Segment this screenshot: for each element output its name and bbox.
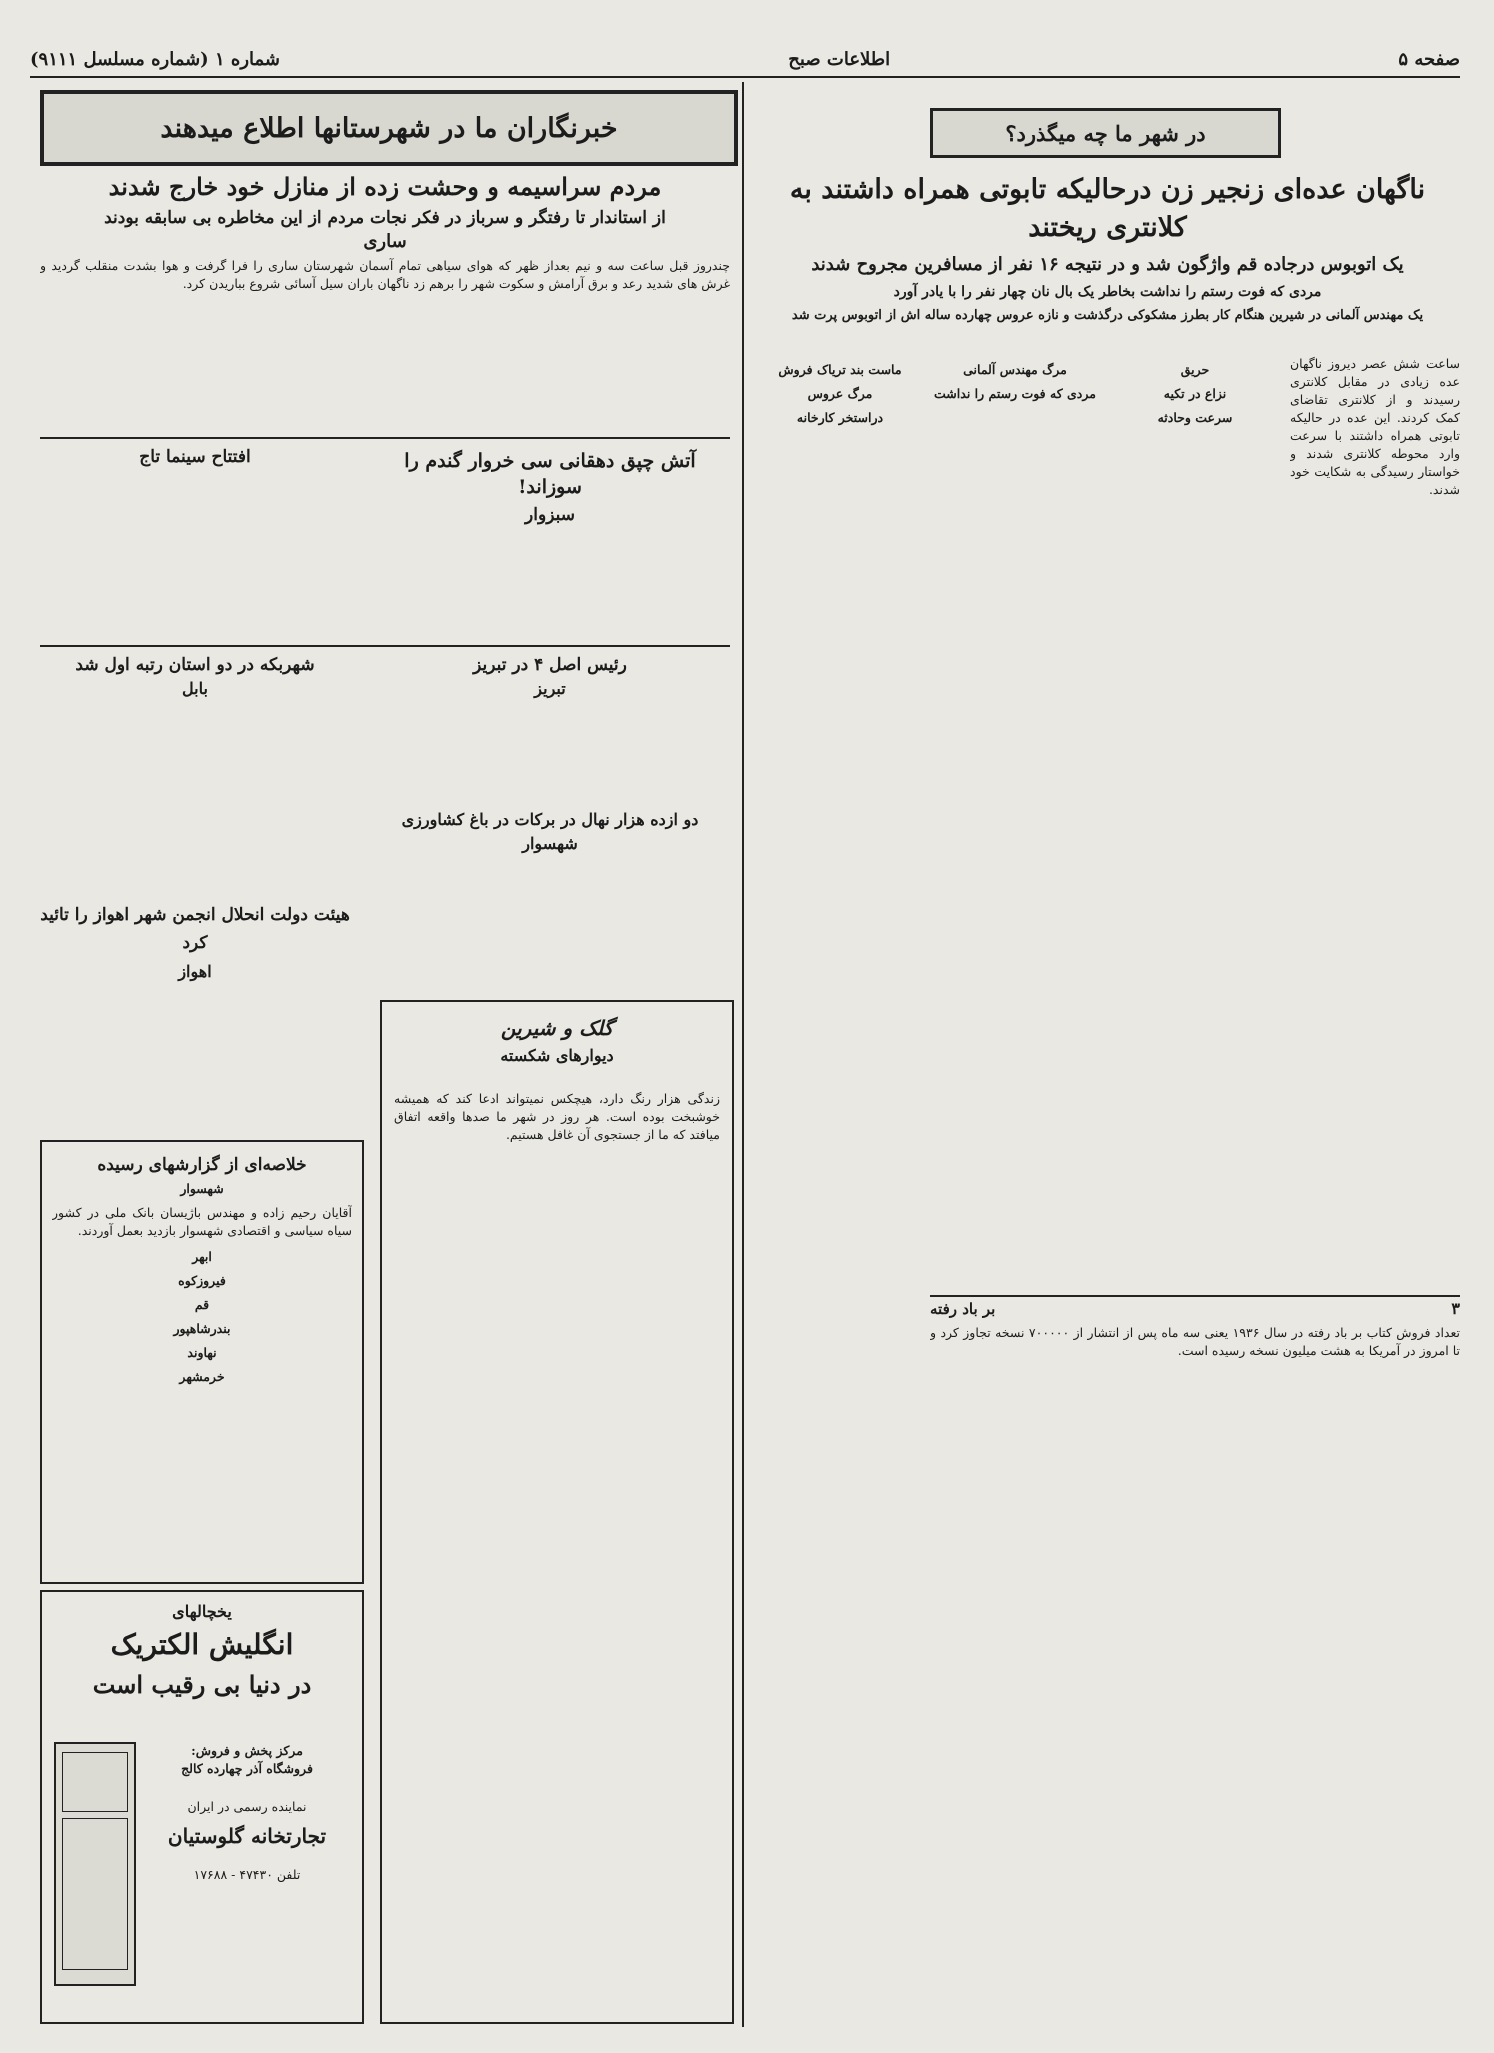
lead-headline: ناگهان عده‌ای زنجیر زن درحالیکه تابوتی همراه داشتند به کلانتری ریختند	[789, 174, 1426, 243]
summary-place-6: نهاوند	[187, 1345, 217, 1360]
ad-shop: فروشگاه آذر چهارده کالج	[181, 1761, 313, 1776]
reporters-banner-text: خبرنگاران ما در شهرستانها اطلاع میدهند	[160, 112, 618, 144]
subhead-fire: حریق	[1180, 362, 1210, 377]
issue-number: شماره ۱ (شماره مسلسل ۹۱۱۱)	[30, 48, 281, 70]
subhead-speed: سرعت وحادثه	[1157, 410, 1233, 425]
quake-subheadline: از استاندار تا رفتگر و سرباز در فکر نجات مردم از این مخاطره بی سابقه بودند	[104, 208, 666, 228]
summary-place-4: قم	[194, 1297, 210, 1312]
ad-center-label: مرکز پخش و فروش:	[191, 1743, 303, 1758]
ad-rep-label: نماینده رسمی در ایران	[187, 1799, 307, 1814]
cinema-headline: افتتاح سینما تاج	[139, 447, 251, 467]
tabriz-headline: رئیس اصل ۴ در تبریز	[473, 655, 627, 675]
city-banner-text: در شهر ما چه میگذرد؟	[1005, 120, 1206, 146]
fire-article	[370, 442, 730, 642]
feature-box	[380, 1000, 734, 2024]
subhead-rostam: مردی که فوت رستم را نداشت	[934, 386, 1096, 401]
place-ahvaz: اهواز	[178, 962, 212, 981]
place-babol: بابل	[182, 679, 208, 698]
ad-phone: تلفن ۴۷۴۳۰ - ۱۷۶۸۸	[193, 1867, 301, 1882]
subhead-fight: نزاع در تکیه	[1163, 386, 1227, 401]
company-headline: شهربکه در دو استان رتبه اول شد	[75, 655, 315, 675]
quake-excerpt: چندروز قبل ساعت سه و نیم بعداز ظهر که هوای سیاهی تمام آسمان شهرستان ساری را فرا گرفت و هوا بشدت منقلب گردید و غرش های شدید رعد و برق آرامش و سکوت شهر را برهم زد ناگهان باران سیل آسائی شروع بباریدن کرد.	[40, 258, 730, 291]
page-header	[30, 42, 1460, 78]
gone-title: بر باد رفته	[930, 1300, 996, 1318]
ahvaz-headline: هیئت دولت انحلال انجمن شهر اهواز را تائید کرد	[40, 905, 350, 953]
summary-box	[40, 1140, 364, 1584]
lead-excerpt: ساعت شش عصر دیروز ناگهان عده زیادی در مقابل کلانتری رسیدند و از کلانتری تقاضای کمک کردند. این عده در حالیکه تابوتی همراه داشتند با سرعت وارد محوطه کلانتری شدند و خواستار رسیدگی به شکایت خود شدند.	[1290, 356, 1460, 497]
feature-excerpt: زندگی هزار رنگ دارد، هیچکس نمیتواند ادعا کند که همیشه خوشبخت بوده است. هر روز در شهر ما صدها واقعه اتفاق میافتد که ما از جستجوی آن غافل هستیم.	[394, 1091, 720, 1142]
company-article	[40, 650, 350, 890]
feature-logo: گلک و شیرین	[500, 1016, 614, 1040]
city-banner	[930, 108, 1281, 158]
place-sabzevar: سبزوار	[525, 505, 575, 525]
quake-article	[40, 165, 730, 435]
summary-place-2: ابهر	[192, 1249, 212, 1264]
summary-title: خلاصه‌ای از گزارشهای رسیده	[97, 1155, 307, 1175]
summary-place-1: شهسوار	[180, 1181, 224, 1196]
fridge-illustration	[54, 1742, 136, 1986]
summary-excerpt: آقایان رحیم زاده و مهندس باژیسان بانک ملی در کشور سیاه سیاسی و اقتصادی شهسوار بازدید بعمل آوردند.	[52, 1205, 352, 1238]
reporters-banner	[40, 90, 738, 166]
fire-headline: آتش چپق دهقانی سی خروار گندم را سوزاند!	[404, 450, 696, 498]
saplings-headline: دو ازده هزار نهال در برکات در باغ کشاورزی	[401, 810, 699, 829]
page-number: صفحه ۵	[1398, 48, 1460, 70]
left-section-rule-2	[40, 645, 730, 647]
summary-place-7: خرمشهر	[179, 1369, 225, 1384]
left-section-rule-1	[40, 437, 730, 439]
subhead-bride: مرگ عروس	[807, 386, 873, 401]
engineer-headline: یک مهندس آلمانی در شیرین هنگام کار بطرز مشکوکی درگذشت و نازه عروس چهارده ساله اش از اتوبوس پرت شد	[791, 308, 1424, 323]
gone-excerpt: تعداد فروش کتاب بر باد رفته در سال ۱۹۳۶ یعنی سه ماه پس از انتشار از ۷۰۰۰۰۰ نسخه تجاوز کرد و تا امروز در آمریکا به هشت میلیون نسخه رسیده است.	[930, 1325, 1460, 1358]
subhead-engineer: مرگ مهندس آلمانی	[963, 362, 1067, 377]
gone-section-rule	[930, 1295, 1460, 1297]
place-sari: ساری	[363, 231, 407, 252]
subhead-pool: دراستخر کارخانه	[796, 410, 884, 425]
saplings-article	[370, 805, 730, 985]
ad-kicker: یخچالهای	[172, 1602, 232, 1621]
place-shahsavar: شهسوار	[522, 834, 578, 853]
summary-place-3: فیروزکوه	[178, 1273, 226, 1288]
place-tabriz: تبریز	[534, 679, 566, 698]
ad-brand: انگلیش الکتریک	[110, 1628, 294, 1661]
ahvaz-article	[40, 895, 350, 1130]
gone-article	[930, 1300, 1460, 2020]
column-divider	[742, 82, 744, 2027]
right-lead-article	[755, 165, 1460, 370]
tabriz-article	[370, 650, 730, 800]
cinema-article	[40, 442, 350, 642]
fridge-ad	[40, 1590, 364, 2024]
paper-name: اطلاعات صبح	[788, 48, 891, 70]
right-body-column-2	[1110, 355, 1280, 1185]
right-body-column-3	[930, 355, 1100, 1185]
feature-title: دیوارهای شکسته	[500, 1046, 614, 1065]
ad-tagline: در دنیا بی رقیب است	[92, 1670, 312, 1699]
quake-headline: مردم سراسیمه و وحشت زده از منازل خود خارج شدند	[108, 172, 662, 201]
bus-subheadline: مردی که فوت رستم را نداشت بخاطر یک بال نان چهار نفر را با یادر آورد	[893, 284, 1322, 300]
right-body-column-1	[1290, 355, 1460, 1185]
subhead-opium: ماست بند تریاک فروش	[778, 362, 902, 377]
summary-place-5: بندرشاهپور	[173, 1321, 231, 1336]
right-body-column-4	[755, 355, 925, 1355]
gone-marker: ۳	[1451, 1300, 1460, 1318]
bus-headline: یک اتوبوس درجاده قم واژگون شد و در نتیجه ۱۶ نفر از مسافرین مجروح شدند	[811, 254, 1404, 275]
ad-company: تجارتخانه گلوستیان	[167, 1824, 327, 1848]
